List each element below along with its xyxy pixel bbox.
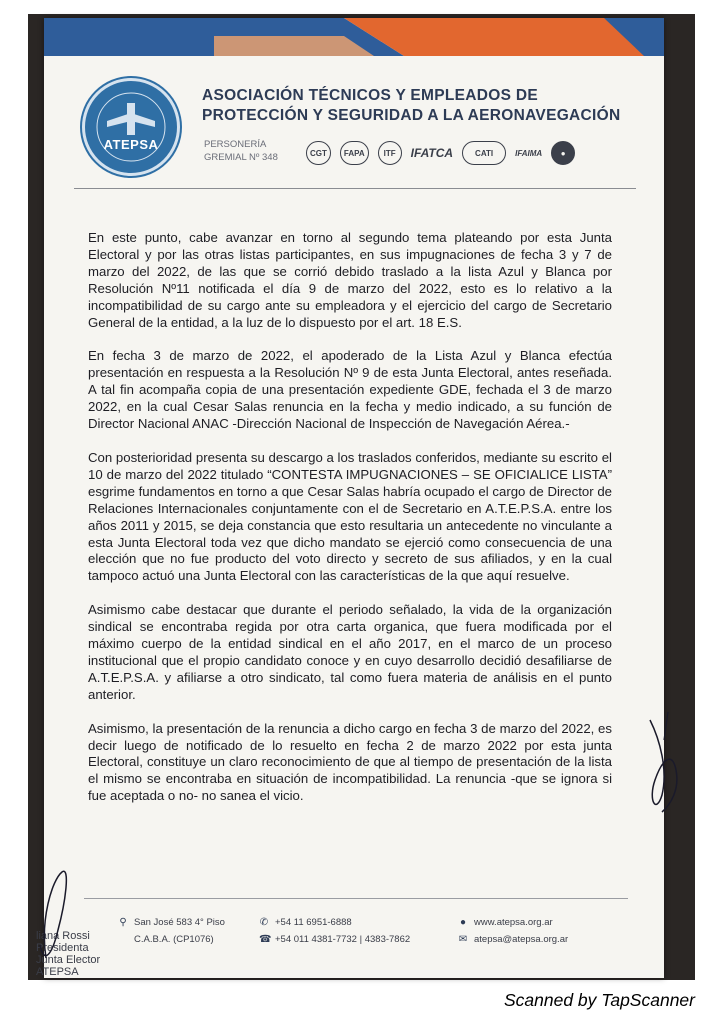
globe-icon: ● xyxy=(459,917,467,928)
personeria-line2: GREMIAL Nº 348 xyxy=(204,152,278,163)
email: atepsa@atepsa.org.ar xyxy=(474,934,569,945)
logo-text: ATEPSA xyxy=(103,137,159,152)
org-name-line1: ASOCIACIÓN TÉCNICOS Y EMPLEADOS DE xyxy=(202,87,539,104)
footer-divider xyxy=(84,898,628,899)
globe-logo-icon: ● xyxy=(551,141,575,165)
signer-name: liana Rossi xyxy=(36,930,90,942)
phone-icon: ☎ xyxy=(259,934,272,945)
ifatca-logo-icon: IFATCA xyxy=(410,146,454,160)
paragraph: Asimismo cabe destacar que durante el periodo señalado, la vida de la organización sindical se encontraba regida por otra carta organica, que fuera modificada por el máximo cuerpo de la entidad sindical en el año 2017, en el marco de un proceso institucional que el propio candidato conoce y en cuyo desarrollo decidió desafiliarse de A.T.E.P.S.A. y afiliarse a otro sindicato, tal como fuera materia de análisis en el punto anterior. xyxy=(88,602,612,702)
affiliation-logos xyxy=(306,140,575,166)
personeria-line1: PERSONERÍA xyxy=(204,139,267,150)
signer-org: ATEPSA xyxy=(36,966,79,978)
footer-web xyxy=(458,914,568,948)
itf-logo-icon: ITF xyxy=(378,141,402,165)
organization-name xyxy=(202,86,652,126)
signer-title: Presidenta xyxy=(36,942,89,954)
envelope-icon: ✉ xyxy=(458,934,468,945)
org-name-line2: PROTECCIÓN Y SEGURIDAD A LA AERONAVEGACIÓN xyxy=(202,107,621,124)
document-body xyxy=(88,230,612,822)
paragraph: Asimismo, la presentación de la renuncia a dicho cargo en fecha 3 de marzo del 2022, es decir luego de notificado de lo resuelto en fecha 2 de marzo 2022 por esta junta Electoral, constituye un claro reconocimiento de que al tiempo de presentación de la lista el mismo se encontraba en situación de incompatibilidad. La renuncia -que se ignora si fue aceptada o no- no sanea el vicio. xyxy=(88,720,612,804)
address-line2: C.A.B.A. (CP1076) xyxy=(134,934,214,945)
paragraph: En fecha 3 de marzo de 2022, el apoderado de la Lista Azul y Blanca efectúa presentación en respuesta a la Resolución Nº 9 de esta Junta Electoral, antes reseñada. A tal fin acompaña copia de una presentación expediente GDE, fechada el 3 de marzo 2022, en la cual Cesar Salas renuncia en la fecha y medio indicado, a su función de Director Nacional ANAC -Dirección Nacional de Inspección de Navegación Aérea.- xyxy=(88,348,612,432)
footer-phones xyxy=(259,914,410,948)
whatsapp-number: +54 11 6951-6888 xyxy=(275,917,352,928)
paragraph: En este punto, cabe avanzar en torno al segundo tema plateando por esta Junta Electoral y por las otras listas participantes, en sus impugnaciones de fecha 3 y 7 de marzo del 2022, de las que se corrió debido traslado a la lista Azul y Blanca por Resolución Nº11 notificada el día 9 de marzo del 2022, esto es lo relativo a la incompatibilidad de su cargo ante su empleadora y el ejercicio del cargo de Secretario General de la entidad, a la luz de lo dispuesto por el art. 18 E.S. xyxy=(88,230,612,330)
address-line1: San José 583 4° Piso xyxy=(134,917,225,928)
website: www.atepsa.org.ar xyxy=(474,917,553,928)
ifaima-logo-icon: IFAIMA xyxy=(515,148,543,158)
document-page xyxy=(36,18,664,978)
signer-role: Junta Elector xyxy=(36,954,101,966)
cati-logo-icon: CATI xyxy=(462,141,506,165)
phone-numbers: +54 011 4381-7732 | 4383-7862 xyxy=(275,934,411,945)
footer-address xyxy=(118,914,225,948)
whatsapp-icon: ✆ xyxy=(259,917,269,928)
header-color-bands xyxy=(44,18,664,78)
fapa-logo-icon: FAPA xyxy=(340,141,369,165)
location-pin-icon: ⚲ xyxy=(119,917,127,928)
atepsa-logo xyxy=(82,78,180,176)
paragraph: Con posterioridad presenta su descargo a los traslados conferidos, mediante su escrito el 10 de marzo del 2022 titulado “CONTESTA IMPUGNACIONES – SE OFICIALICE LISTA” esgrime fundamentos en torno a que Cesar Salas habría ocupado el cargo de Director de Relaciones Internacionales conjuntamente con el de Secretario en A.T.E.P.S.A. entre los años 2011 y 2015, se deja constancia que esto resultaria un antecedente no vinculante a esta Junta Electoral toda vez que dicho mandato se ejerció como consecuencia de una elección que no fue producto del voto directo y secreto de sus afiliados, y en la cual tampoco actuó una Junta Electoral con las características de la que aquí resuelve. xyxy=(88,449,612,584)
personeria-gremial xyxy=(204,138,278,164)
scanner-watermark: Scanned by TapScanner xyxy=(503,990,695,1010)
cgt-logo-icon: CGT xyxy=(306,141,331,165)
header-divider xyxy=(74,188,636,189)
signature-block xyxy=(36,930,100,978)
